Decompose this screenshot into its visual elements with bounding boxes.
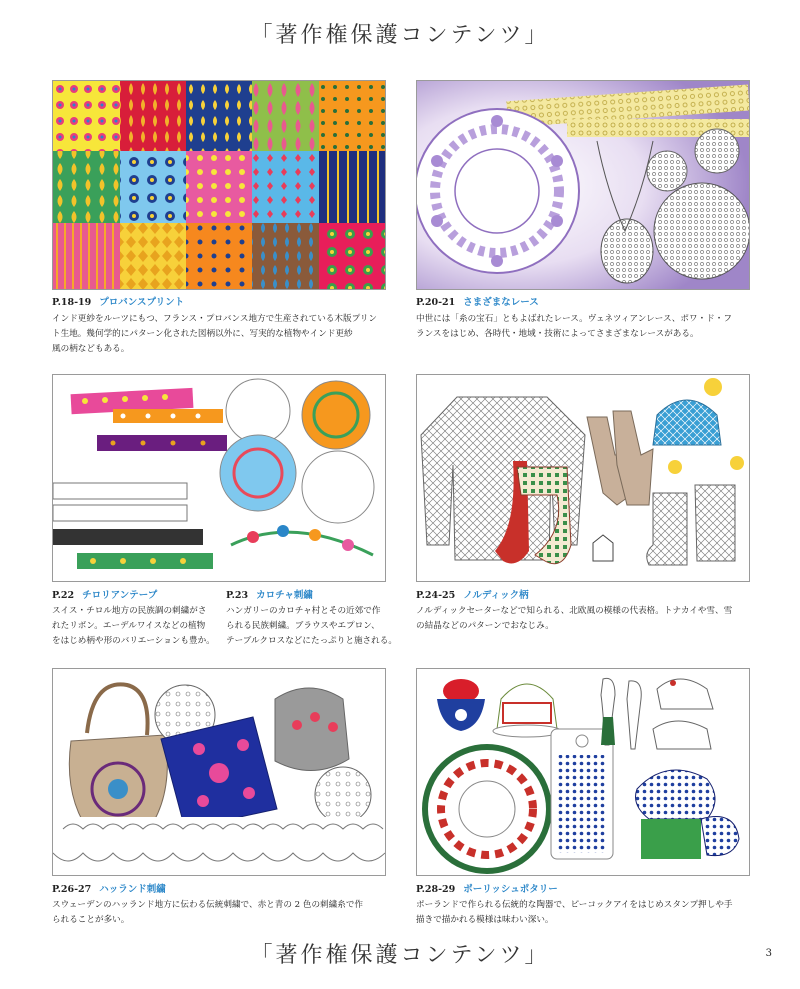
- desc-polish-pottery: ポーランドで作られる伝統的な陶器で、ピーコックアイをはじめスタンプ押しや手 描きで描かれる模様は味わい深い。: [416, 900, 733, 925]
- desc-tyrolean: スイス・チロル地方の民族調の刺繍がさ れたリボン。エーデルワイスなどの植物 をはじめ柄や形のバリエーションも豊か。: [52, 606, 215, 646]
- provence-print-image: [52, 80, 386, 290]
- desc-provence: インド更紗をルーツにもつ、フランス・プロバンス地方で生産されている木版プリン ト生地。幾何学的にパターン化された図柄以外に、写実的な植物やインド更紗 風の柄などもある。: [52, 314, 378, 354]
- caption-halland: P.26-27 ハッランド刺繍: [52, 884, 166, 895]
- caption-provence: P.18-19 プロバンスプリント: [52, 297, 185, 308]
- caption-kalocsa: P.23 カロチャ刺繍: [226, 590, 313, 601]
- polish-pottery-image: [416, 668, 750, 876]
- halland-image: [52, 668, 386, 876]
- lace-image: [416, 80, 750, 290]
- caption-nordic: P.24-25 ノルディック柄: [416, 590, 529, 601]
- desc-lace: 中世には「糸の宝石」ともよばれたレース。ヴェネツィアンレース、ポワ・ド・フ ランスをはじめ、各時代・地域・技術によってさまざまなレースがある。: [416, 314, 732, 339]
- watermark-top: 「著作権保護コンテンツ」: [250, 23, 550, 48]
- watermark-bottom: 「著作権保護コンテンツ」: [250, 943, 550, 968]
- caption-lace: P.20-21 さまざまなレース: [416, 297, 539, 308]
- tyrolean-kalocsa-image: [52, 374, 386, 582]
- desc-kalocsa: ハンガリーのカロチャ村とその近郊で作 られる民族刺繍。ブラウスやエプロン、 テーブルクロスなどにたっぷりと施される。: [226, 606, 397, 646]
- desc-halland: スウェーデンのハッランド地方に伝わる伝統刺繍で、赤と青の 2 色の刺繍糸で作 られることが多い。: [52, 900, 364, 925]
- caption-polish-pottery: P.28-29 ポーリッシュポタリー: [416, 884, 558, 895]
- nordic-image: [416, 374, 750, 582]
- caption-tyrolean: P.22 チロリアンテープ: [52, 590, 158, 601]
- page-number: 3: [765, 948, 772, 959]
- desc-nordic: ノルディックセーターなどで知られる、北欧風の模様の代表格。トナカイや雪、雪 の結晶などのパターンでおなじみ。: [416, 606, 733, 631]
